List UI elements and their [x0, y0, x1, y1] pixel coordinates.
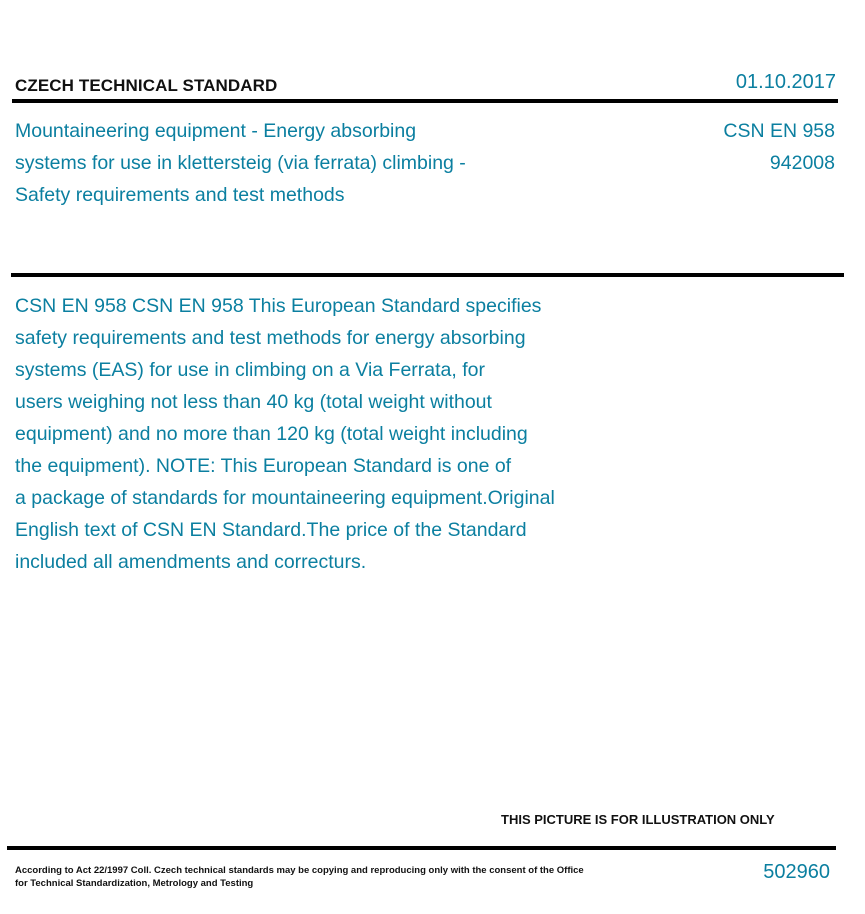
- bottom-divider: [7, 846, 836, 850]
- top-divider: [12, 99, 838, 103]
- standard-title: Mountaineering equipment - Energy absorbing systems for use in klettersteig (via ferrata) climbing - Safety requirements and test methods: [15, 120, 466, 206]
- document-type-label: CZECH TECHNICAL STANDARD: [15, 76, 278, 95]
- standard-number: 942008: [769, 152, 835, 174]
- standard-description: CSN EN 958 CSN EN 958 This European Standard specifies safety requirements and test methods for energy absorbing systems (EAS) for use in climbing on a Via Ferrata, for users weighing not less than 40 kg (total weight without equipment) and no more than 120 kg (total weight including the equipment). NOTE: This European Standard is one of a package of standards for mountaineering equipment.Original English text of CSN EN Standard.The price of the Standard included all amendments and correcturs.: [15, 295, 555, 573]
- publication-date: 01.10.2017: [735, 71, 836, 93]
- illustration-disclaimer: THIS PICTURE IS FOR ILLUSTRATION ONLY: [501, 812, 775, 827]
- standard-code: CSN EN 958: [723, 120, 835, 142]
- legal-footer-note: According to Act 22/1997 Coll. Czech technical standards may be copying and reproducing only with the consent of the Office for Technical Standardization, Metrology and Testing: [15, 865, 584, 889]
- middle-divider: [11, 273, 844, 277]
- footer-number: 502960: [763, 861, 830, 883]
